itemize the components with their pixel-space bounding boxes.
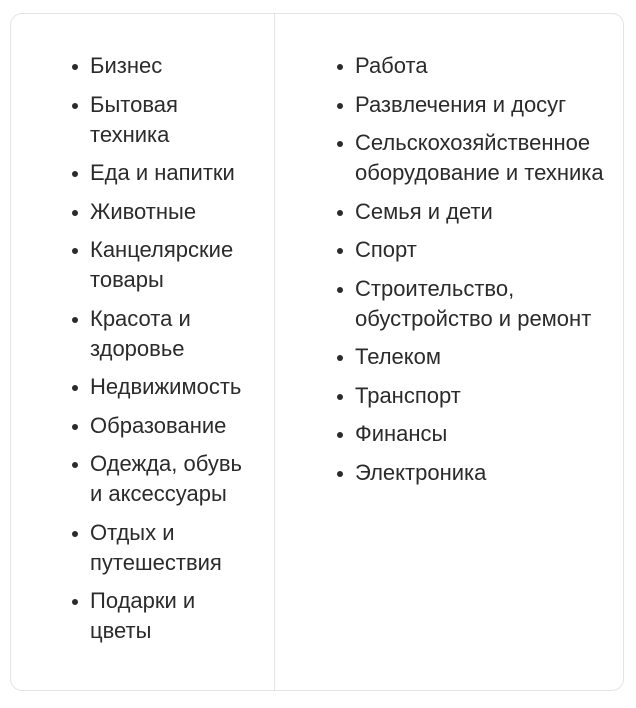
category-item [355, 342, 605, 372]
category-label: Отдых и путешествия [90, 519, 222, 575]
bullet-icon [72, 171, 78, 177]
category-item [90, 586, 260, 646]
category-item [355, 197, 605, 227]
bullet-icon [72, 385, 78, 391]
category-item [90, 158, 260, 188]
category-item [90, 411, 260, 441]
category-label: Работа [355, 53, 428, 78]
category-label: Развлечения и досуг [355, 91, 567, 117]
category-item [90, 449, 260, 509]
category-label: Красота и здоровье [90, 305, 191, 361]
category-item [90, 90, 260, 150]
category-item [355, 458, 605, 488]
category-item [90, 51, 260, 81]
category-label: Электроника [355, 459, 487, 485]
category-item [355, 128, 605, 188]
category-label: Сельскохозяйственное оборудование и техника [355, 130, 604, 185]
category-item [90, 518, 260, 578]
categories-column-right [275, 14, 623, 690]
category-label: Еда и напитки [90, 160, 235, 185]
category-label: Подарки и цветы [90, 588, 196, 643]
bullet-icon [337, 471, 343, 477]
bullet-icon [337, 394, 343, 400]
category-item [355, 274, 605, 334]
bullet-icon [72, 531, 78, 537]
category-item [355, 235, 605, 265]
category-list-left [11, 14, 274, 646]
category-label: Одежда, обувь и аксессуары [90, 451, 242, 506]
categories-card [10, 13, 624, 691]
bullet-icon [72, 64, 78, 70]
bullet-icon [72, 462, 78, 468]
bullet-icon [337, 210, 343, 216]
category-item [90, 197, 260, 227]
category-item [90, 235, 260, 295]
bullet-icon [337, 287, 343, 293]
category-label: Спорт [355, 237, 417, 262]
category-item [355, 419, 605, 449]
bullet-icon [72, 599, 78, 605]
category-label: Недвижимость [90, 374, 242, 399]
bullet-icon [72, 317, 78, 323]
category-label: Телеком [355, 344, 442, 369]
bullet-icon [337, 355, 343, 361]
bullet-icon [337, 103, 343, 109]
category-label: Образование [90, 412, 227, 438]
category-label: Семья и дети [355, 198, 493, 224]
categories-column-left [11, 14, 275, 690]
category-label: Строительство, обустройство и ремонт [355, 275, 592, 331]
bullet-icon [337, 141, 343, 147]
bullet-icon [337, 432, 343, 438]
category-item [90, 304, 260, 364]
category-list-right [275, 14, 623, 488]
category-label: Финансы [355, 421, 448, 446]
bullet-icon [72, 248, 78, 254]
category-item [90, 372, 260, 402]
bullet-icon [72, 210, 78, 216]
bullet-icon [72, 424, 78, 430]
category-item [355, 381, 605, 411]
category-item [355, 90, 605, 120]
category-label: Бизнес [90, 53, 163, 78]
category-label: Транспорт [355, 382, 461, 408]
bullet-icon [72, 103, 78, 109]
category-label: Канцелярские товары [90, 237, 234, 292]
category-label: Животные [90, 198, 197, 224]
category-item [355, 51, 605, 81]
bullet-icon [337, 248, 343, 254]
category-label: Бытовая техника [90, 91, 178, 147]
bullet-icon [337, 64, 343, 70]
